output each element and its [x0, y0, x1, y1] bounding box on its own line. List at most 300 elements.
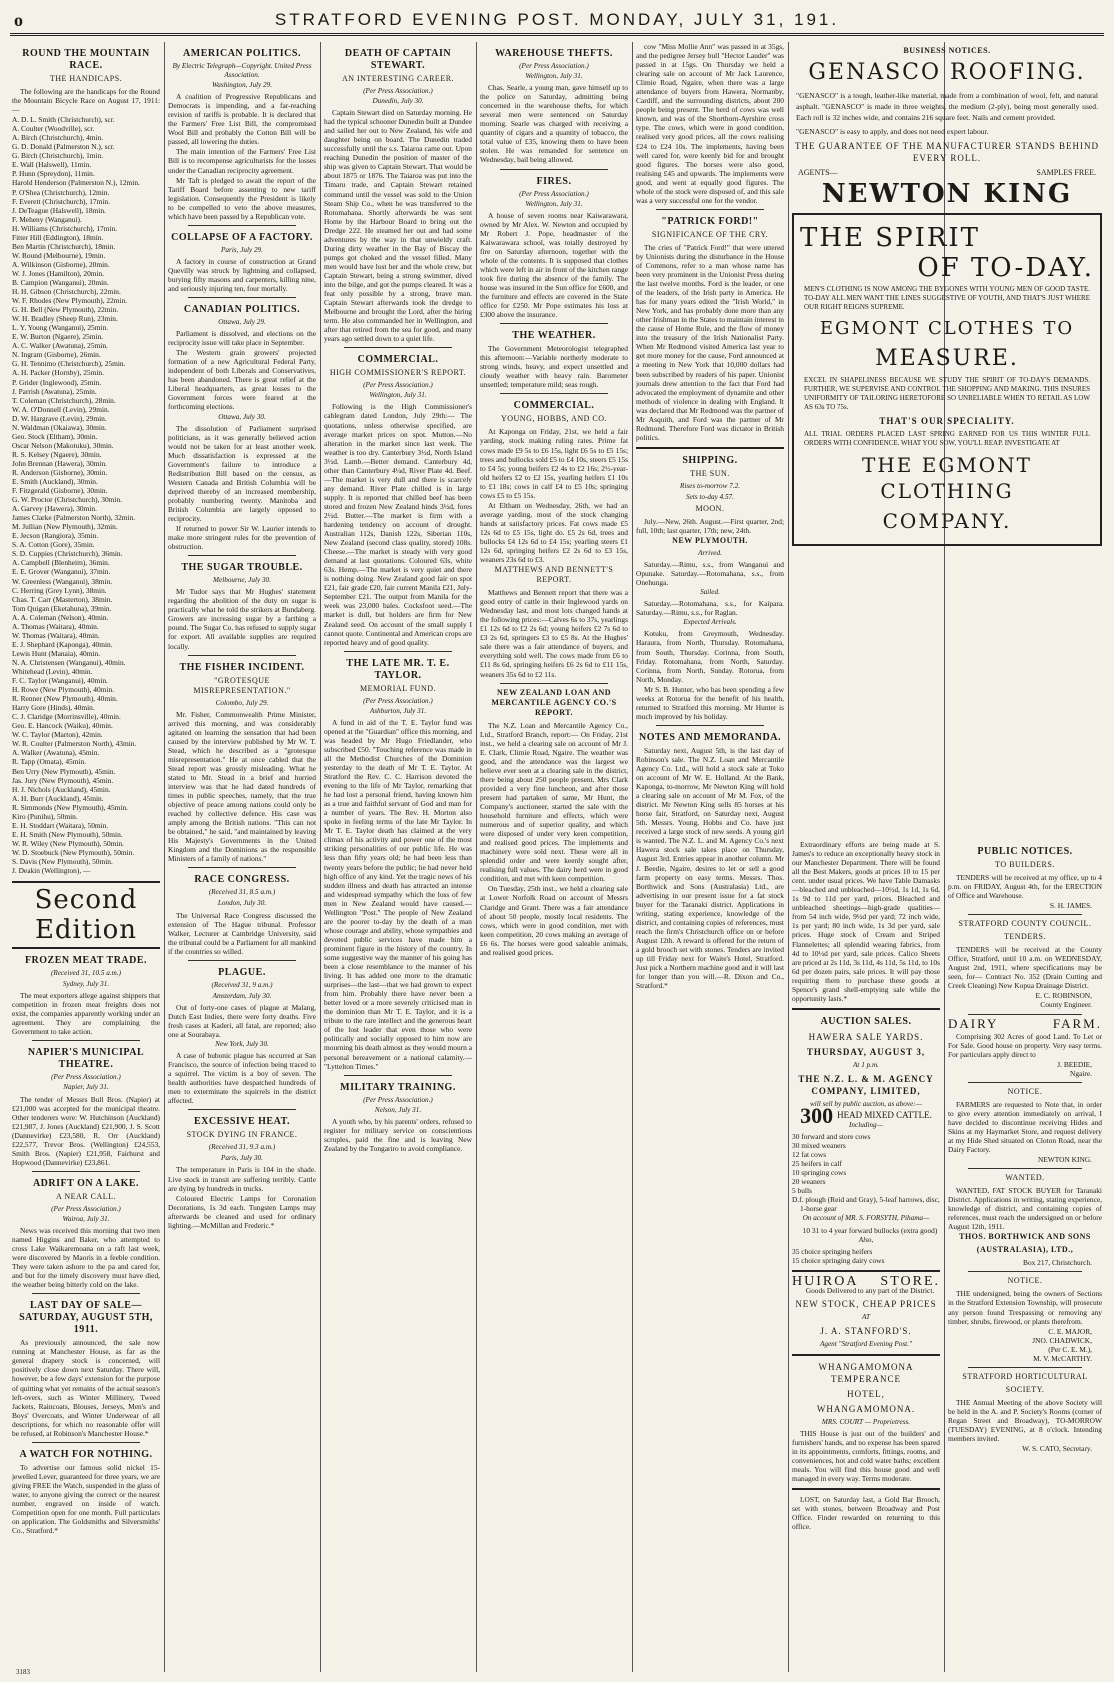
- list-item: W. R. Wiley (New Plymouth), 50min.: [12, 838, 124, 848]
- folio-number: 3183: [16, 1668, 30, 1676]
- list-item: W. D. Stoebuck (New Plymouth), 50min.: [12, 847, 135, 857]
- signature: C. E. MAJOR,: [1048, 1326, 1092, 1336]
- article-text: Chas. Searle, a young man, gave himself up to the police on Saturday, admitting being concerned in the warehouse thefts, for which several men were sentenced on Saturday morning. Searle was charged with receiving a quantity of cigars and a quantity of tobacco, the total value of £35, knowing them to have been stolen. He was remanded for sentence on Wednesday, bail being allowed.: [480, 83, 628, 165]
- list-item: 10 springing cows: [792, 1168, 847, 1178]
- article-text: July.—New, 26th. August.—First quarter, 2nd; full, 10th; last quarter, 17th; new, 24th.: [636, 516, 784, 536]
- dateline: Ottawa, July 30.: [218, 412, 266, 421]
- sunset: Sets to-day 4.57.: [686, 492, 734, 501]
- dateline: Paris, July 30.: [221, 1154, 263, 1163]
- list-item: G. W. Proctor (Christchurch), 30min.: [12, 495, 123, 505]
- list-item: G. D. Donald (Palmerston N.), scr.: [12, 142, 115, 152]
- list-item: Whitehead (Levin), 40min.: [12, 667, 93, 676]
- article-text: The dissolution of Parliament surprised politicians, as it was generally believed action would not be taken for at least another week. Much dissatisfaction is expressed at the Government's failure to introduce a Redistribution Bill based on the census, as Western Canada and British Columbia will be deprived thereby of an increased membership, probably numbering twenty. Manitoba and British Columbia are largely opposed to reciprocity.: [168, 423, 316, 524]
- ad-cattle-count: 300: [800, 1102, 834, 1128]
- column-4: [480, 42, 628, 1672]
- agency-credit: (Per Press Association.): [51, 1204, 121, 1213]
- public-notices: [948, 840, 1102, 1672]
- list-item: E. Wall (Halswell), 11min.: [12, 160, 92, 170]
- received-time: (Received 31, 8.5 a.m.): [208, 888, 276, 897]
- list-item: Ben Martin (Christchurch), 18min.: [12, 241, 116, 251]
- lot-list: [792, 1247, 940, 1265]
- headline: A WATCH FOR NOTHING.: [19, 1448, 153, 1460]
- dateline: Washington, July 29.: [211, 81, 273, 90]
- subheadline: STRATFORD COUNTY COUNCIL.: [958, 919, 1092, 929]
- headline: EXCESSIVE HEAT.: [193, 1116, 291, 1128]
- subheadline: SIGNIFICANCE OF THE CRY.: [651, 229, 769, 239]
- list-item: Geo. Stock (Eltham), 30min.: [12, 431, 98, 441]
- dateline: Ashburton, July 31.: [369, 706, 427, 715]
- article-text: A fund in aid of the T. E. Taylor fund was opened at the "Guardian" office this morning, and was headed by Mr Hugo Friedlander, who subscribed £50. "Touching reference was made in all the Methodist Churches of the Dominion yesterday to the death of Mr T. E. Taylor. At Stratford the Rev. C. C. Harrison devoted the evening to the life of Mr Taylor, remarking that he had lost a personal friend, having known him as a true and faithful servant of God and man for a number of years. The Rev. H. Morton also spoke in feeling terms of the late Mr Taylor. In Mr T. E. Taylor death has claimed at the very climax of his activity and power one of the most striking personalities of our public life. He was less than fifty years old; he had been less than twenty years before the public; he had never held high office of any kind. Yet the tragic news of his sudden illness and death has attracted an intense and widespread sympathy which the loss of few men in New Zealand would have caused.— Wellington "Post." The people of New Zealand are the poorer to-day by the death of a man whose courage and ability, whose sympathies and devoted public services have made him a prominent figure in the history of the country. In some suggestive way the manner of his going has been a close resemblance to the manner of his living. It has added one more to the dramatic surprises—the last—that we had grown to expect from him. Probably there have never been a better loved or a more severely criticised man in the dominion than Mr T. E. Taylor, and it is a tribute to the rare intellect and the generous heart of the lost leader that even those who were politically and socially opposed to him now are mourning his death almost as they would mourn a personal bereavement or a national calamity.— "Lyttelton Times.": [324, 717, 472, 1071]
- dateline: Dunedin, July 30.: [372, 97, 424, 106]
- signature: JNO. CHADWICK,: [1032, 1335, 1092, 1345]
- huiroa-store-ad: [792, 1273, 940, 1349]
- column-rule: [476, 42, 477, 1672]
- signature: (Per C. E. M.),: [1048, 1344, 1092, 1354]
- list-item: H. J. Nichols (Auckland), 45min.: [12, 784, 111, 794]
- signature: Ngaire.: [1070, 1068, 1092, 1078]
- dateline: Melbourne, July 30.: [213, 576, 271, 585]
- subheadline: NEW PLYMOUTH.: [672, 536, 748, 546]
- list-item: E. J. Shephard (Kaponga), 40min.: [12, 639, 113, 649]
- list-item: A. Thomas (Waitara), 40min.: [12, 621, 99, 631]
- list-item: 30 mixed weaners: [792, 1141, 846, 1151]
- subheadline: TO BUILDERS.: [995, 860, 1055, 869]
- article-text: The Western grain growers' projected formation of a new Agricultural Federal Party, independent of both Liberals and Conservatives, has been abandoned. There is great relief at the Liberal headquarters, as great losses to the Government forces were feared at the forthcoming elections.: [168, 348, 316, 412]
- ad-company: THE N.Z. L. & M. AGENCY COMPANY, LIMITED,: [798, 1073, 934, 1096]
- headline: LAST DAY OF SALE—SATURDAY, AUGUST 5TH, 1911.: [19, 1300, 153, 1336]
- list-item: L. Y. Young (Wanganui), 25min.: [12, 323, 109, 333]
- headline: COLLAPSE OF A FACTORY.: [171, 231, 313, 243]
- notice-text: Comprising 302 Acres of good Land. To Let or For Sale. Good house on property. Very easy terms. For particulars apply direct to: [948, 1031, 1102, 1059]
- signature: NEWTON KING.: [1037, 1155, 1092, 1165]
- headline: COMMERCIAL.: [357, 354, 439, 366]
- headline: FROZEN MEAT TRADE.: [24, 955, 148, 967]
- subheadline: NEW ZEALAND LOAN AND MERCANTILE AGENCY CO.'S REPORT.: [491, 687, 617, 717]
- article-text: Saturday.—Rotomahana, s.s., for Kaipara. Saturday.—Rimu, s.s., for Raglan.: [636, 599, 784, 618]
- headline: RACE CONGRESS.: [194, 874, 290, 886]
- headline: NAPIER'S MUNICIPAL THEATRE.: [27, 1047, 145, 1071]
- ad-text: THIS House is just out of the builders' and furnishers' hands, and no expense has been spared in its appointments, comforts, fittings, rooms, and conveniences, hot and cold water baths; excellent meals. You will find this house good and well managed in every way. Terms moderate.: [792, 1428, 940, 1484]
- article-text: At Eltham on Wednesday, 26th, we had an average yarding, most of the stock changing hands at satisfactory prices. Fat cows made £5 12s 6d to £5 15s, light do. £5 2s 6d, trees and bullocks £4 12s 6d to £4 15s; yearling steers £1 12s 6d, springing heifers £2 2s 6d to £3 15s, weaners 23s 6d to £3.: [480, 500, 628, 565]
- column-2: [168, 42, 316, 1672]
- list-item: E. E. Grover (Wanganui), 37min.: [12, 567, 111, 577]
- notice-text: THE undersigned, being the owners of Sections in the Stratford Extension Township, will prosecute any person found Trespassing or removing any timber, shrubs, firewood, or plants therefrom.: [948, 1289, 1102, 1326]
- list-item: M. Jullian (New Plymouth), 32min.: [12, 522, 118, 532]
- list-item: R. S. Kelsey (Ngaere), 30min.: [12, 449, 102, 459]
- subheadline: AN INTERESTING CAREER.: [341, 74, 455, 83]
- ad-text: Goods Delivered to any part of the District.: [805, 1285, 935, 1295]
- article-text: If returned to power Sir W. Laurier intends to make more stringent rules for the prevention of obstruction.: [168, 524, 316, 552]
- received-time: (Received 31, 9.3 a.m.): [208, 1143, 276, 1152]
- list-item: Chas. T. Carr (Masterton), 38min.: [12, 594, 113, 604]
- subheadline: NOTICE.: [1007, 1086, 1043, 1096]
- ad-headline: HOTEL,: [847, 1388, 885, 1399]
- page-number: o: [14, 10, 23, 30]
- ad-text: will sell by public auction, as above:—: [810, 1099, 922, 1108]
- signature: County Engineer.: [1040, 1000, 1092, 1010]
- headline: THE WEATHER.: [512, 330, 596, 342]
- ad-text: "GENASCO" is easy to apply, and does not need expert labour.: [796, 127, 989, 136]
- list-item: S. Davis (New Plymouth), 50min.: [12, 856, 113, 866]
- agency-credit: (Per Press Association.): [519, 62, 589, 70]
- list-item: Ben Urry (New Plymouth), 45min.: [12, 766, 116, 776]
- hawera-auction-ad: [792, 1031, 940, 1265]
- agency-credit: (Per Press Association.): [363, 1095, 433, 1104]
- list-item: A. Garvey (Hawera), 30min.: [12, 504, 97, 514]
- received-time: (Received 31, 10.5 a.m.): [50, 969, 122, 978]
- section-label: Expected Arrivals.: [683, 618, 737, 627]
- ad-headline: EGMONT CLOTHES TO: [819, 318, 1075, 340]
- dateline: London, July 30.: [217, 899, 267, 908]
- article-text: The temperature in Paris is 104 in the shade. Live stock in transit are suffering terribly. Cattle are dying by hundreds in trucks.: [168, 1165, 316, 1193]
- list-item: E. Jecson (Rangiora), 35min.: [12, 531, 99, 541]
- dateline: Ottawa, July 29.: [218, 318, 266, 327]
- ad-tagline: THAT'S OUR SPECIALITY.: [879, 416, 1015, 427]
- list-item: Lewis Hunt (Manaia), 40min.: [12, 648, 101, 658]
- list-item: Fitter Hill (Eddington), 18min.: [12, 232, 104, 242]
- list-item: W. H. Bradley (Sheep Run), 23min.: [12, 314, 118, 324]
- list-item: W. R. Coulter (Palmerston North), 43min.: [12, 739, 137, 749]
- headline: CANADIAN POLITICS.: [183, 304, 301, 316]
- subheadline: THE HANDICAPS.: [49, 74, 123, 83]
- list-item: F. Meheny (Wanganui).: [12, 214, 82, 224]
- ad-cattle-label: HEAD MIXED CATTLE.: [837, 1109, 932, 1120]
- article-text: News was received this morning that two men named Higgins and Baker, who attempted to cross Lake Waikaremoana on a raft last week, were discovered by Maoris in a feeble condition. They were taken ashore to the pa and cared for, and but for the timely discovery must have died, the weather being bitterly cold on the lake.: [12, 1225, 160, 1290]
- ad-company: COMPANY.: [882, 509, 1012, 534]
- article-text: The cries of "Patrick Ford!" that were uttered by Unionists during the disturbance in the House of Commons, refer to a man whose name has been very prominent in the Unionist Press during the last twelve months. Ford is the leader, or one of the leaders, of the Irish party in America. He has for many years edited the "Irish World," in New York, and has probably done more than any other Irishman in the States to maintain interest in the cause of Home Rule, and the flow of money into the treasury of the Irish Nationalist Party. When Mr Redmond visited America last year to get more money for the cause, Ford announced at a meeting in New York that 10,000 dollars had been subscribed by readers of his paper. Unionist journals drew attention to the fact that Ford had advocated the employment of dynamite and other methods of violence in dealing with England. It was declared that Mr Redmond was the partner of Mr Asquith, and Ford was the partner of Mr Redmond. Therefore Ford was dictator in British politics.: [636, 242, 784, 442]
- agency-credit: (Per Press Association.): [363, 696, 433, 705]
- list-item: F. Everett (Christchurch), 17min.: [12, 196, 110, 206]
- list-item: 30 forward and store cows: [792, 1132, 871, 1142]
- agency-credit: (Per Press Association.): [363, 87, 433, 95]
- ad-headline: WHANGAMOMONA.: [816, 1403, 916, 1414]
- headline: ROUND THE MOUNTAIN RACE.: [22, 48, 150, 71]
- ad-agent-name: NEWTON KING: [821, 179, 1073, 210]
- list-item: W. C. Taylor (Marton), 42min.: [12, 730, 103, 740]
- column-1: [12, 42, 160, 1672]
- lost-notice: LOST, on Saturday last, a Gold Bar Brooch, set with stones, between Broadway and Post Office. Finder rewarded on returning to this office.: [792, 1495, 940, 1532]
- list-item: R. Simmonds (New Plymouth), 45min.: [12, 802, 128, 812]
- list-item: N. Waldman (Okaiawa), 30min.: [12, 422, 107, 432]
- company-name: (AUSTRALASIA), LTD.,: [976, 1245, 1074, 1255]
- list-item: Harold Henderson (Palmerston N.), 12min.: [12, 178, 140, 188]
- ad-text: On account of MR. S. FORSYTH, Pihama—: [802, 1214, 930, 1223]
- article-text: The meat exporters allege against shippers that competition in frozen meat freights does not exist, the companies apparently working under an agreement. They are complaining the Government to take action.: [12, 991, 160, 1037]
- dateline: Napier, July 31.: [63, 1083, 109, 1092]
- agency-credit: (Per Press Association.): [363, 381, 433, 390]
- subheadline: MATTHEWS AND BENNETT'S REPORT.: [494, 565, 614, 585]
- list-item: Harry Gore (Hinds), 40min.: [12, 703, 95, 713]
- dateline: Wellington, July 31.: [525, 72, 583, 81]
- list-item: T. Coleman (Christchurch), 28min.: [12, 395, 116, 405]
- ad-date: THURSDAY, AUGUST 3,: [806, 1046, 926, 1057]
- article-text: A house of seven rooms near Kaiwarawara, owned by Mr Alex. W. Newton and occupied by Mr Robert J. Pope, headmaster of the Kaiwarawara school, was totally destroyed by fire on Saturday afternoon, together with the whole of the contents. It is supposed that clothes which were left in air in front of the kitchen range took fire during the absence of the family. The house was insured in the Sun office for £600, and the furniture and effects are covered in the State office for £250. Mr Pope estimates his loss at £300 above the insurance.: [480, 210, 628, 320]
- list-item: J. DeTeague (Halswell), 18min.: [12, 205, 106, 215]
- article-text: Kotuku, from Greymouth, Wednesday. Haraura, from North, Thursday. Rotomahana, from South, Thursday. Corinna, from South, Friday. Rotomahana, from North, Saturday. Corinna, from North, Sunday. Rotorua, from North, Monday.: [636, 629, 784, 684]
- agency-credit: (Per Press Association.): [51, 1073, 121, 1082]
- article-text: A factory in course of construction at Grand Quevilly was struck by lightning and collapsed, burying fifty masons and carpenters, killing nine, and seriously injuring ten, four mortally.: [168, 256, 316, 293]
- list-item: 15 choice springing dairy cows: [792, 1255, 885, 1265]
- ad-text: EXCEL IN SHAPELINESS BECAUSE WE STUDY THE SPIRIT OF TO-DAY'S DEMANDS. FURTHER, WE SUPERVISE AND CONTROL THE SHOPPING AND MAKING. THIS INSURES UNIFORMITY OF TAILORING HERETOFORE SO UNRELIABLE WHEN TO RETAIL AS LOW AS 63s TO 75s.: [804, 376, 1090, 412]
- signature: E. C. ROBINSON,: [1035, 991, 1092, 1001]
- received-time: (Received 31, 9 a.m.): [211, 980, 273, 989]
- list-item: W. Greenless (Wanganui), 38min.: [12, 576, 113, 586]
- headline: "PATRICK FORD!": [661, 215, 759, 227]
- ad-company: THE EGMONT CLOTHING: [861, 453, 1033, 504]
- dateline: Sydney, July 31.: [62, 980, 110, 989]
- list-item: A. Campbell (Blenheim), 36min.: [12, 558, 110, 568]
- list-item: W. A. O'Donnell (Levin), 29min.: [12, 404, 110, 414]
- article-text: Saturday.—Rimu, s.s., from Wanganui and Opunake. Saturday.—Rotomahana, s.s., from Onehunga.: [636, 560, 784, 588]
- list-item: H. Rowe (New Plymouth), 40min.: [12, 685, 115, 695]
- subheadline: NOTICE.: [1007, 1276, 1043, 1286]
- column-rule: [788, 42, 789, 1672]
- list-item: D.f. plough (Reid and Gray), 5-leaf harrows, disc, 1-horse gear: [792, 1195, 940, 1214]
- ad-headline: OF TO-DAY.: [917, 253, 1094, 284]
- section-heading: BUSINESS NOTICES.: [903, 46, 991, 55]
- ad-headline: WHANGAMOMONA TEMPERANCE: [818, 1361, 914, 1384]
- list-item: G. H. Tennimo (Christchurch), 25min.: [12, 359, 126, 369]
- article-text: The following are the handicaps for the Round the Mountain Bicycle Race on August 17, 1911:—: [12, 87, 160, 115]
- list-item: W. J. Jones (Hamilton), 20min.: [12, 268, 105, 278]
- subheadline: "GROTESQUE MISREPRESENTATION.": [193, 675, 291, 695]
- ad-headline: MEASURE.: [875, 346, 1019, 372]
- section-heading: PUBLIC NOTICES.: [977, 846, 1073, 857]
- ad-headline: HAWERA SALE YARDS.: [808, 1031, 924, 1042]
- section-label: Sailed.: [700, 588, 720, 597]
- column-rule: [320, 42, 321, 1672]
- headline: COMMERCIAL.: [513, 400, 595, 412]
- list-item: P. Hunn (Spreydon), 11min.: [12, 169, 95, 179]
- subheadline: THE SUN.: [690, 468, 730, 478]
- list-item: Jas. Jury (New Plymouth), 45min.: [12, 775, 114, 785]
- headline: THE FISHER INCIDENT.: [179, 661, 305, 673]
- article-text: The Universal Race Congress discussed the extension of The Hague tribunal. Professor Walker, Lecturer at Cambridge University, said the tribunal could be a Parliament for all mankind if the countries so willed.: [168, 910, 316, 956]
- signature: W. S. CATO, Secretary.: [1022, 1444, 1092, 1454]
- column-6-lower: [792, 840, 940, 1672]
- list-item: A. Birch (Christchurch), 4min.: [12, 133, 104, 143]
- list-item: 20 weaners: [792, 1177, 826, 1187]
- list-item: John Brennan (Hawera), 30min.: [12, 458, 108, 468]
- ad-samples: SAMPLES FREE.: [1036, 168, 1096, 177]
- list-item: Tom Quigan (Eketahuna), 39min.: [12, 603, 112, 613]
- list-item: F. Fitzgerald (Gisborne), 30min.: [12, 486, 108, 496]
- list-item: N. Ingram (Gisborne), 26min.: [12, 350, 101, 360]
- article-text: To advertise our famous solid nickel 15-jewelled Lever, guaranteed for three years, we are giving FREE the Watch, suspended in the glass of water, to anyone giving the correct or the nearest number, engraved on inside of watch. Competition open for one month. Full particulars on application. The Goldsmiths and Silversmiths' Co., Stratford.*: [12, 1462, 160, 1536]
- lot-list: [792, 1132, 940, 1213]
- signature: S. H. JAMES.: [1049, 901, 1092, 911]
- column-rule: [164, 42, 165, 1672]
- subheadline: MOON.: [695, 503, 725, 513]
- list-item: R. Renner (New Plymouth), 40min.: [12, 694, 118, 704]
- handicap-list: [12, 115, 160, 875]
- ad-text: AT: [861, 1312, 871, 1321]
- article-text: Mr Taft is pledged to await the report of the Tariff Board before assenting to new tariff legislation. Consequently the President is likely to be compelled to veto the above measures, which have been passed by a Republican vote.: [168, 175, 316, 221]
- ad-headline: FARM.: [1052, 1015, 1102, 1031]
- ad-text: Agent "Stratford Evening Post.": [819, 1339, 912, 1348]
- article-text: cow "Miss Mollie Ann" was passed in at 35gs, and the pedigree Jersey bull "Hector Lauder" was passed in at 15gs. On Thursday we held a clearing sale on account of Mr Jack Laurence, Climie Road, Ngaire, when there was a large attendance of buyers from Hawera, Normanby, Cardiff, and the surrounding districts, about 200 people being present. The herd of cows was well known, and was of the Shorthorn-Ayrshire cross type. The cows, which were in good condition, realised very good prices, all the cows realising £24 to £24 10s. The implements, having been well cared for, were keenly bid for and brought good figures. The horses were also good, realising £45 and upwards. The implements were good, and went at equally good figures. The whole of the stock were disposed of, and this sale was a very successful one for the vendor.: [636, 42, 784, 205]
- list-item: E. H. Smith (New Plymouth), 50min.: [12, 829, 123, 839]
- list-item: H. H. Gibson (Christchurch), 22min.: [12, 287, 121, 297]
- list-item: J. Deakin (Wellington), —: [12, 866, 91, 876]
- article-text: Matthews and Bennett report that there was a good entry of cattle in their Inglewood yards on Wednesday last, and most lots changed hands at the following prices:—Calves 6s to 37s, yearlings £1 12s 6d to £2 2s 6d; young heifers £2 7s 6d to £3 2s 6d, springers £3 to £5 8s. At the Hughes' sale there was a fair attendance of buyers, and everything sold well. The cows made from £6 to £11 8s 6d, springing heifers £6 2s 6d to £11 15s, weaners 35s 6d to £2 11s.: [480, 588, 628, 679]
- list-item: C. J. Claridge (Morrinsville), 40min.: [12, 712, 121, 722]
- notice-text: WANTED, FAT STOCK BUYER for Taranaki District. Applications in writing, stating experience, knowledge of district, and containing copies of references, must reach the undersigned on or before August 12th, 1911.: [948, 1186, 1102, 1232]
- notice-text: FARMERS are requested to Note that, in order to give every attention immediately on arrival, I have decided to discontinue receiving Hides and Skins at my Haymarket Store, and request delivery at my Hide Shed situated on Cloton Road, near the Dairy Factory.: [948, 1099, 1102, 1155]
- company-name: THOS. BORTHWICK AND SONS: [959, 1232, 1091, 1242]
- ad-text: 10 31 to 4 year forward bullocks (extra good): [802, 1225, 938, 1235]
- egmont-clothing-ad: [792, 213, 1102, 546]
- subheadline: WANTED.: [1005, 1173, 1045, 1183]
- notice-text: TENDERS will be received at the County Office, Stratford, until 10 a.m. on WEDNESDAY, August 2nd, 1911, where specifications may be seen, for— Contract No. 352 (Drain Cutting and Creek Cleaning) New Kopua Drainage District.: [948, 945, 1102, 991]
- subheadline: MEMORIAL FUND.: [359, 683, 437, 693]
- ad-time: At 1 p.m.: [853, 1060, 879, 1069]
- list-item: R. Tapp (Omata), 45min.: [12, 757, 87, 767]
- list-item: N. A. Christensen (Wanganui), 40min.: [12, 657, 126, 667]
- list-item: P. O'Shea (Christchurch), 12min.: [12, 187, 110, 197]
- list-item: B. Campion (Wanganui), 20min.: [12, 277, 109, 287]
- section-heading: AUCTION SALES.: [820, 1015, 912, 1027]
- list-item: 5 bulls: [792, 1186, 812, 1196]
- newspaper-title: STRATFORD EVENING POST. MONDAY, JULY 31, 191.: [274, 9, 840, 29]
- ad-agents-label: AGENTS—: [798, 168, 838, 177]
- article-text: As previously announced, the sale now running at Manchester House, as far as the general drapery stock is concerned, will positively close down next Saturday. There will, however, be a few days' extension for the purpose of quitting what yet remains of the actual season's left-overs, such as Winter Millinery, Tweed Jackets, Raincoats, Blouses, Jerseys, Men's and Boys' Overcoats, and Winter Underwear of all descriptions, for which no reasonable offer will be refused, at Robinson's Manchester House.*: [12, 1338, 160, 1438]
- list-item: 12 fat cows: [792, 1150, 827, 1160]
- list-item: E. Smith (Auckland), 30min.: [12, 477, 98, 487]
- notice-text: THE Annual Meeting of the above Society will be held in the A. and P. Society's Rooms (corner of Regan Street and Broadway), TO-MORROW (TUESDAY) EVENING, at 8 o'clock. Intending members invited.: [948, 1397, 1102, 1443]
- list-item: H. Williams (Christchurch), 17min.: [12, 223, 118, 233]
- subheadline: YOUNG, HOBBS, AND CO.: [500, 414, 608, 424]
- business-notices: [792, 42, 1102, 832]
- article-text: Extraordinary efforts are being made at S. James's to reduce an exceptionally heavy stock in our Manchester Department. There will be found all the Best Makers, goods at prices 10 to 15 per cent. under usual prices. We have Table Damasks—bleached and unbleached—10½d, 1s 1d, 1s 6d, 1s 9d to 11d per yard, prices. Bleached and unbleached sheetings—high-grade qualities—from 54 inch wide, 9½d per yard; 72 inch wide, 1s per yard; 80 inch wide, 1s 3d per yard, sale prices. Huge stock of Cream and Striped Flannelettes; all splendid wearing fabrics, from 4d to 10½d per yard, sale prices. Calico Sheets are priced at 2s 11d, 3s 11d, 4s 11d, 5s 11d, to 10s 6d per dozen pairs, sale prices. It will pay those requiring them to purchase these goods at Spence's grand shell-emptying sale while the opportunity lasts.*: [792, 840, 940, 1003]
- ad-proprietor: MRS. COURT — Proprietress.: [821, 1417, 911, 1426]
- subheadline: SOCIETY.: [1005, 1384, 1045, 1394]
- list-item: A. H. Packer (Hornby), 25min.: [12, 368, 104, 378]
- article-text: At Kaponga on Friday, 21st, we held a fair yarding, stock making ruling rates. Prime fat cows made £9 5s to £6 15s, light £6 5s to £5 15s; trees and bullocks sold £5 to £4 10s, steers £5 15s to £4 5s; young heifers £2 4s to £2 16s; 2½-year-old heifers £2 to £2 15s, yearling heifers £1 10s to £1 18s; cows in calf £4 to £5 10s; springing cows £5 to £5 15s.: [480, 427, 628, 500]
- list-item: E. W. Burton (Ngaere), 25min.: [12, 332, 104, 342]
- headline: THE LATE MR. T. E. TAYLOR.: [346, 657, 450, 681]
- list-item: A. Walker (Awatuna), 45min.: [12, 748, 100, 758]
- subheadline: HIGH COMMISSIONER'S REPORT.: [329, 368, 467, 378]
- list-item: 35 choice springing heifers: [792, 1246, 873, 1256]
- address: Box 217, Christchurch.: [1023, 1258, 1092, 1268]
- list-item: W. Round (Melbourne), 19min.: [12, 250, 106, 260]
- article-text: On Tuesday, 25th inst., we held a clearing sale at Lower Norfolk Road on account of Messrs Claridge and Grant. There was a fair attendance of about 50 people, mostly local residents. The cows, which were in good condition, met with keen competition, 20 cows making an average of £6 6s. The horses were good saleable animals, and realised good prices.: [480, 884, 628, 957]
- headline: WAREHOUSE THEFTS.: [495, 48, 613, 59]
- subheadline: TENDERS.: [1004, 932, 1046, 942]
- dateline: New York, July 30.: [215, 1040, 269, 1049]
- list-item: E. H. Stoddart (Waitara), 50min.: [12, 820, 109, 830]
- article-text: Mr. Fisher, Commonwealth Prime Minister, arrived this morning, and was considerably agitated on learning the sensation that had been caused by the interview published by Mr W. T. Stead, which he described as a "grotesque misrepresentation." He at once cabled that the Stead report was grossly misleading. What he stated to Mr. Stead in a brief and hurried interview was that he had dated hundreds of times in public speeches, namely, that the true objective of peace among nations could only be reached by collective defence. His case was amply among the British nations. "This can not be obtained," he said, "and maintained by leaving His Majesty's Governments in the United Kingdom and the Dominions as the responsible Ministers of a family of nations.": [168, 709, 316, 864]
- headline: FIRES.: [536, 175, 572, 187]
- ad-text: MEN'S CLOTHING IS NOW AMONG THE BYGONES WITH YOUNG MEN OF GOOD TASTE. TO-DAY ALL MEN WANT THE LINES SUGGESTIVE OF YOUTH, AND THAT'S JUST WHERE OUR RIGHT REIGNS SUPREME.: [804, 285, 1090, 312]
- article-text: A youth who, by his parents' orders, refused to register for military service on conscientious scruples, paid the fine and is leaving New Zealand by the Tongariro to avoid compliance.: [324, 1116, 472, 1153]
- masthead: [10, 6, 1104, 36]
- headline: ADRIFT ON A LAKE.: [32, 1177, 140, 1189]
- list-item: A. Wilkinson (Gisborne), 20min.: [12, 259, 110, 269]
- list-item: Oscar Nelson (Makotuku), 30min.: [12, 440, 114, 450]
- ad-headline: STORE.: [880, 1273, 940, 1289]
- genasco-ad: [792, 60, 1102, 210]
- column-rule: [632, 42, 633, 1672]
- list-item: D. W. Hargrave (Levin), 29min.: [12, 413, 107, 423]
- article-text: Following is the High Commissioner's cablegram dated London, July 29th:— The quotations, unless otherwise specified, are average market prices on spot. Mutton.—No alteration in the market since last week. The weather is too dry. Canterbury 3½d, North Island 3½d. Lamb.—Better demand. Canterbury 4d, other than Canterbury 4¼d, River Plate 4d. Beef.—The market is very dull and there is scarcely any demand. River Plate chilled is in large supply. It is reported that chilled beef has been stored and frozen New Zealand hinds 3½d, fores 2½d. Butter.—The market is firm with a hardening tendency on account of drought. Australian 112s, Danish 122s, Siberian 110s, New Zealand (second class quality, stored) 108s. Cheese.—The market is steady with very good demand at last quotations. Coloured 63s, white 63s. Hemp.—The market is very quiet and there is nothing doing. New Zealand good fair on spot £21, fair grade £20, fair current Manila £21, July-September £21. The output from Manila for the week was 23,000 bales. Cocksfoot seed.—The market is dull, but holders are firm for New Zealand seed. On account of the small supply I cannot quote. Continental and American crops are reported heavy and of good quality.: [324, 402, 472, 647]
- article-text: Parliament is dissolved, and elections on the reciprocity issue will take place in September.: [168, 329, 316, 348]
- list-item: J. Parrish (Awatuna), 25min.: [12, 386, 97, 396]
- article-text: The tender of Messrs Bull Bros. (Napier) at £21,000 was accepted for the municipal theatre. Other tenderers were: W. Hutchinson (Auckland) £21,987, J. Jones (Auckland) £21,900, J. S. Scott (Dannevirke) £23,580, R. Orr (Auckland) £22,577, Trevor Bros. (Wellington) £24,553, Smith Bros. (Napier) £21,958, Fairhurst and Hopwood (Dannevirke) £23,861.: [12, 1094, 160, 1167]
- notice-text: TENDERS will be received at my office, up to 4 p.m. on FRIDAY, August 4th, for the ERECTION of Office and Warehouse.: [948, 873, 1102, 901]
- headline: PLAGUE.: [218, 966, 266, 978]
- list-item: 25 heifers in calf: [792, 1159, 842, 1169]
- subheadline: STRATFORD HORTICULTURAL: [962, 1371, 1088, 1381]
- article-text: Out of forty-one cases of plague at Malang, Dutch East Indies, there were forty deaths. Five fresh cases at Kaderi, all fatal, are reported; also one at Sourabaya.: [168, 1002, 316, 1039]
- column-5: [636, 42, 784, 1672]
- list-item: G. Birch (Christchurch), 1min.: [12, 151, 104, 161]
- dateline: Wairoa, July 31.: [62, 1214, 110, 1223]
- list-item: Geo. E. Hancock (Waiku), 40min.: [12, 721, 113, 731]
- whangamomona-hotel-ad: [792, 1361, 940, 1483]
- list-item: S. A. Cotton (Gore), 35min.: [12, 540, 95, 550]
- second-edition-banner: Second Edition: [12, 881, 160, 949]
- list-item: P. Grider (Inglewood), 25min.: [12, 377, 102, 387]
- list-item: R. Anderson (Gisborne), 30min.: [12, 467, 108, 477]
- list-item: Kiro (Punihu), 50min.: [12, 811, 78, 821]
- article-text: Saturday next, August 5th, is the last day of Robinson's sale. The N.Z. Loan and Mercantile Agency Co. Ltd., will hold a stock sale at Toko on account of Mr W. E. Holland. At the Bank, Kaponga, to-morrow, Mr Newton King will hold a clearing sale on account of Mr M. Fox, of the district. Mr Newton King sells 85 horses at his horse fair, Stratford, on Saturday next, August 5th. Messrs. Young, Hobbs and Co. have just received a large stock of new seeds. A young girl is wanted. The N.Z. L. and M. Agency Co.'s next Hawera stock sale takes place on Thursday, August 3rd. Entries appear in another column. Mr J. Beedie, Ngaire, desires to let or sell a good farm property on easy terms. Messrs. Thos. Borthwick and Sons (Australasia) Ltd., are advertising in our present issue for a fat stock buyer for the Taranaki district. Applications in writing, stating experience, knowledge of the district, and containing copies of references, must reach the firm's Christchurch office on or before August 12th. A reward is offered for the return of a gold brooch set with stones. Tenders are invited up till Friday next for Waite's Hotel, Stratford. Just pick a Northern machine good and it will last for longer than you will.—R. Dixon and Co., Stratford.*: [636, 745, 784, 991]
- list-item: S. D. Cuppies (Christchurch), 36min.: [12, 549, 123, 559]
- list-item: A. H. Burr (Auckland), 45min.: [12, 793, 104, 803]
- ad-text: "GENASCO" is a tough, leather-like material, made from a combination of wool, felt, and natural asphalt. "GENASCO" is made in three weights, the medium (2-ply), being most generally used. Each roll is 32 inches wide, and contains 216 square feet. Nails and cement provided.: [796, 91, 1098, 122]
- dateline: Wellington, July 31.: [525, 199, 583, 208]
- article-text: A coalition of Progressive Republicans and Democrats is impending, and a far-reaching revision of tariffs is probable. It is declared that the Farmers' Free List Bill, the compromised Wool Bill and probably the Cotton Bill will be passed, all lowering the duties.: [168, 92, 316, 147]
- subheadline: A NEAR CALL.: [56, 1191, 116, 1201]
- ad-text: ALL TRIAL ORDERS PLACED LAST SPRING EARNED FOR US THIS WINTER FULL ORDERS WITH CONFIDENCE. WHAT YOU SOW, YOU'LL REAP. INVESTIGATE AT: [804, 430, 1090, 448]
- list-item: A. D. L. Smith (Christchurch), scr.: [12, 115, 115, 125]
- ad-company: J. A. STANFORD'S.: [820, 1325, 912, 1336]
- list-item: A. C. Walker (Awatuna), 25min.: [12, 341, 108, 351]
- headline: AMERICAN POLITICS.: [183, 48, 301, 59]
- article-text: Captain Stewart died on Saturday morning. He had the typical schooner Dunedin built at Dundee and sailed her out to New Zealand, his wife and daughter being on board. The Dunedin traded successfully until the s.s. Taiaroa came out. Upon reaching Dunedin the position of master of the ship was given to Captain Stewart. That would be about 1875 or 1876. The Taiaroa was put into the Timaru trade, and Captain Stewart retained command until the vessel was sold to the Union Steam Ship Co., when he was transferred to the Rotomahana. Shortly afterwards he was sent Home by the Harbour Board to bring out the Dredge 222. He steamed her out and had some adventures by the way in that unwieldy craft. During dirty weather in the Bay of Biscay the pumps got choked and the vessel filled. Many men would have lost her and the whole crew, but Captain Stewart, being a strong swimmer, dived into the bilge, and got the pumps cleared. It was a feat only possible by a strong, brave man. Captain Stewart afterwards took the dredge to Melbourne and brought the Lord, after the hiring term. He also commanded her in Wellington, and after that retired from the sea for good, and many years ago settled down to a quiet life.: [324, 108, 472, 344]
- list-item: A. Coulter (Woodville), scr.: [12, 124, 95, 134]
- dateline: Wellington, July 31.: [369, 391, 427, 400]
- dateline: Amsterdam, July 30.: [212, 991, 272, 1000]
- article-text: The main intention of the Farmers' Free List Bill is to recompense agriculturists for the losses under the Canadian reciprocity agreement.: [168, 147, 316, 175]
- dateline: Nelson, July 31.: [374, 1105, 422, 1114]
- ad-tagline: THE GUARANTEE OF THE MANUFACTURER STANDS BEHIND EVERY ROLL.: [795, 141, 1099, 163]
- article-text: Mr S. B. Hunter, who has been spending a few weeks at Rotorua for the benefit of his health, returned to Stratford this morning. Mr Hunter is much improved by his holiday.: [636, 684, 784, 721]
- agency-credit: (Per Press Association.): [519, 189, 589, 198]
- signature: M. V. McCARTHY.: [1033, 1353, 1092, 1363]
- article-text: Coloured Electric Lamps for Coronation Decorations, 1s 3d each. Tungsten Lamps may afterwards be cleaned and used for ordinary lighting.—McMillan and Frederic.*: [168, 1193, 316, 1230]
- list-item: F. C. Taylor (Wanganui), 40min.: [12, 676, 108, 686]
- dateline: Colombo, July 29.: [215, 698, 269, 707]
- ad-headline: GENASCO ROOFING.: [808, 60, 1086, 85]
- ad-text: NEW STOCK, CHEAP PRICES: [795, 1298, 937, 1309]
- headline: THE SUGAR TROUBLE.: [181, 562, 303, 574]
- signature: J. BEEDIE,: [1057, 1059, 1092, 1069]
- column-3: [324, 42, 472, 1672]
- sunrise: Rises to-morrow 7.2.: [679, 481, 741, 490]
- article-text: Mr Tudor says that Mr Hughes' statement regarding the abolition of the duty on sugar is practically what he told the strikers at Bundaberg. Growers are increasing sugar by a farthing a pound. The Sugar Co. has refused to supply sugar for export. All available supplies are required locally.: [168, 587, 316, 651]
- subheadline: STOCK DYING IN FRANCE.: [186, 1130, 298, 1140]
- list-item: James Clarke (Palmerston North), 32min.: [12, 513, 136, 523]
- list-item: A. A. Coleman (Nelson), 40min.: [12, 612, 109, 622]
- ad-headline: DAIRY: [948, 1015, 999, 1031]
- headline: SHIPPING.: [682, 454, 738, 466]
- article-text: A case of bubonic plague has occurred at San Francisco, the source of infection being traced to a squirrel. The victim is a boy of seven. The health authorities have despatched hundreds of men to exterminate the squirrels in the district affected.: [168, 1051, 316, 1106]
- list-item: W. F. Rhodes (New Plymouth), 22min.: [12, 296, 128, 306]
- ad-headline: THE SPIRIT: [800, 223, 981, 254]
- dateline: Paris, July 29.: [221, 245, 263, 254]
